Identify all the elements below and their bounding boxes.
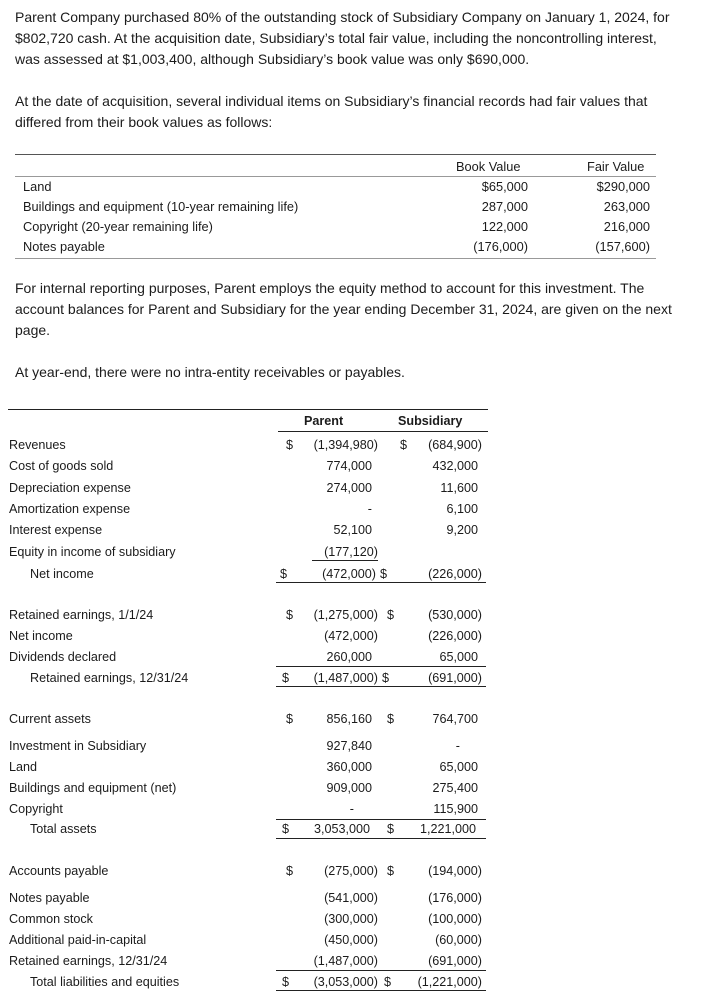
row-label: Amortization expense [9,502,131,516]
dollar-sign: $ [286,712,294,726]
parent-value: (472,000) [322,567,376,581]
subsidiary-value: (1,221,000) [417,975,482,989]
fv-row-book: $65,000 [481,179,528,194]
fv-row-label: Copyright (20-year remaining life) [23,219,213,234]
dollar-sign: $ [380,567,388,581]
subsidiary-value: 1,221,000 [419,822,476,836]
row-label: Investment in Subsidiary [9,739,147,753]
text-line: differed from their book values as follows: [15,114,273,130]
subsidiary-value: 65,000 [439,650,478,664]
fv-row-label: Notes payable [23,239,105,254]
dollar-sign: $ [286,864,294,878]
subsidiary-value: 764,700 [432,712,478,726]
dollar-sign: $ [387,822,395,836]
parent-value: (1,487,000) [313,671,378,685]
subsidiary-value: (60,000) [435,933,482,947]
text-line: At the date of acquisition, several individual items on Subsidiary’s financial records had fair values that [15,93,648,109]
fv-row-book: 287,000 [481,199,528,214]
fv-row-fair: (157,600) [595,239,650,254]
header-parent: Parent [304,414,344,428]
subtotal-underline [276,666,486,667]
dollar-sign: $ [282,822,290,836]
parent-value: 260,000 [326,650,372,664]
subsidiary-value: 6,100 [446,502,478,516]
parent-value: (450,000) [324,933,378,947]
dollar-sign: $ [382,671,390,685]
subtotal-underline [312,560,378,561]
parent-value: (3,053,000) [313,975,378,989]
row-label: Total liabilities and equities [30,975,180,989]
row-label: Net income [30,567,94,581]
subsidiary-value: 432,000 [432,459,478,473]
dollar-sign: $ [384,975,392,989]
table-bottom-rule [15,258,656,259]
parent-value: (275,000) [324,864,378,878]
subsidiary-value: 65,000 [439,760,478,774]
subsidiary-value: (691,000) [428,954,482,968]
text-line: was assessed at $1,003,400, although Subsidiary’s book value was only $690,000. [15,51,530,67]
row-label: Retained earnings, 1/1/24 [9,608,154,622]
dollar-sign: $ [387,712,395,726]
parent-value: (300,000) [324,912,378,926]
parent-value: 3,053,000 [313,822,370,836]
subtotal-underline [276,970,486,971]
table-top-rule [15,154,656,155]
fv-row-fair: 216,000 [603,219,650,234]
row-label: Equity in income of subsidiary [9,545,176,559]
parent-value: 927,840 [326,739,372,753]
intro-paragraph-fair-values [15,91,647,133]
parent-value: (1,394,980) [313,438,378,452]
dollar-sign: $ [387,864,395,878]
row-label: Additional paid-in-capital [9,933,147,947]
dollar-sign: $ [286,608,294,622]
header-subsidiary: Subsidiary [398,414,463,428]
fv-row-fair: $290,000 [596,179,650,194]
text-line: page. [15,322,51,338]
text-line: For internal reporting purposes, Parent employs the equity method to account for this investment. The [15,280,645,296]
row-label: Copyright [9,802,63,816]
subsidiary-value: 11,600 [440,481,478,495]
subsidiary-value: 275,400 [432,781,478,795]
subsidiary-value: (176,000) [428,891,482,905]
parent-value: 909,000 [326,781,372,795]
parent-value: 856,160 [326,712,372,726]
row-label: Accounts payable [9,864,109,878]
row-label: Dividends declared [9,650,117,664]
row-label: Total assets [30,822,97,836]
text-line: $802,720 cash. At the acquisition date, Subsidiary’s total fair value, including the noncontrolling interest, [15,30,657,46]
row-label: Cost of goods sold [9,459,114,473]
fv-row-label: Land [23,179,52,194]
total-underline [276,582,486,583]
intro-paragraph-no-intra-entity [15,362,405,383]
dollar-sign: $ [282,671,290,685]
dollar-sign: $ [286,438,294,452]
parent-value: (472,000) [324,629,378,643]
fv-row-book: (176,000) [473,239,528,254]
dollar-sign: $ [387,608,395,622]
row-label: Interest expense [9,523,103,537]
parent-value: (1,487,000) [313,954,378,968]
dollar-sign: $ [400,438,408,452]
parent-value: (1,275,000) [313,608,378,622]
subsidiary-value: (691,000) [428,671,482,685]
text-line: At year-end, there were no intra-entity receivables or payables. [15,364,405,380]
row-label: Notes payable [9,891,90,905]
intro-paragraph-equity-method [15,278,672,341]
total-underline [276,686,486,687]
parent-value: (541,000) [324,891,378,905]
row-label: Land [9,760,38,774]
row-label: Common stock [9,912,93,926]
header-book-value: Book Value [456,159,521,174]
parent-value: - [367,502,372,516]
parent-value: 274,000 [326,481,372,495]
parent-value: (177,120) [324,545,378,559]
fv-row-book: 122,000 [481,219,528,234]
row-label: Depreciation expense [9,481,131,495]
subsidiary-value: (226,000) [428,629,482,643]
subsidiary-value: (530,000) [428,608,482,622]
parent-value: 52,100 [333,523,372,537]
header-underline [278,431,488,432]
total-underline [276,990,486,991]
row-label: Revenues [9,438,66,452]
total-underline [276,838,486,839]
row-label: Retained earnings, 12/31/24 [9,954,168,968]
text-line: Parent Company purchased 80% of the outstanding stock of Subsidiary Company on January 1, 2024, for [15,9,670,25]
parent-value: 774,000 [326,459,372,473]
fv-row-fair: 263,000 [603,199,650,214]
row-label: Buildings and equipment (net) [9,781,177,795]
parent-value: 360,000 [326,760,372,774]
table-top-rule [8,409,488,410]
row-label: Current assets [9,712,91,726]
intro-paragraph-acquisition [15,7,670,70]
dollar-sign: $ [280,567,288,581]
header-fair-value: Fair Value [587,159,645,174]
subsidiary-value: 9,200 [446,523,478,537]
row-label: Net income [9,629,73,643]
text-line: account balances for Parent and Subsidiary for the year ending December 31, 2024, are given on the next [15,301,672,317]
subsidiary-value: (226,000) [428,567,482,581]
row-label: Retained earnings, 12/31/24 [30,671,189,685]
dollar-sign: $ [282,975,290,989]
subsidiary-value: (100,000) [428,912,482,926]
subsidiary-value: (684,900) [428,438,482,452]
subsidiary-value: 115,900 [433,802,478,816]
subsidiary-value: (194,000) [428,864,482,878]
subsidiary-value: - [455,739,460,753]
fv-row-label: Buildings and equipment (10-year remaining life) [23,199,299,214]
parent-value: - [349,802,354,816]
